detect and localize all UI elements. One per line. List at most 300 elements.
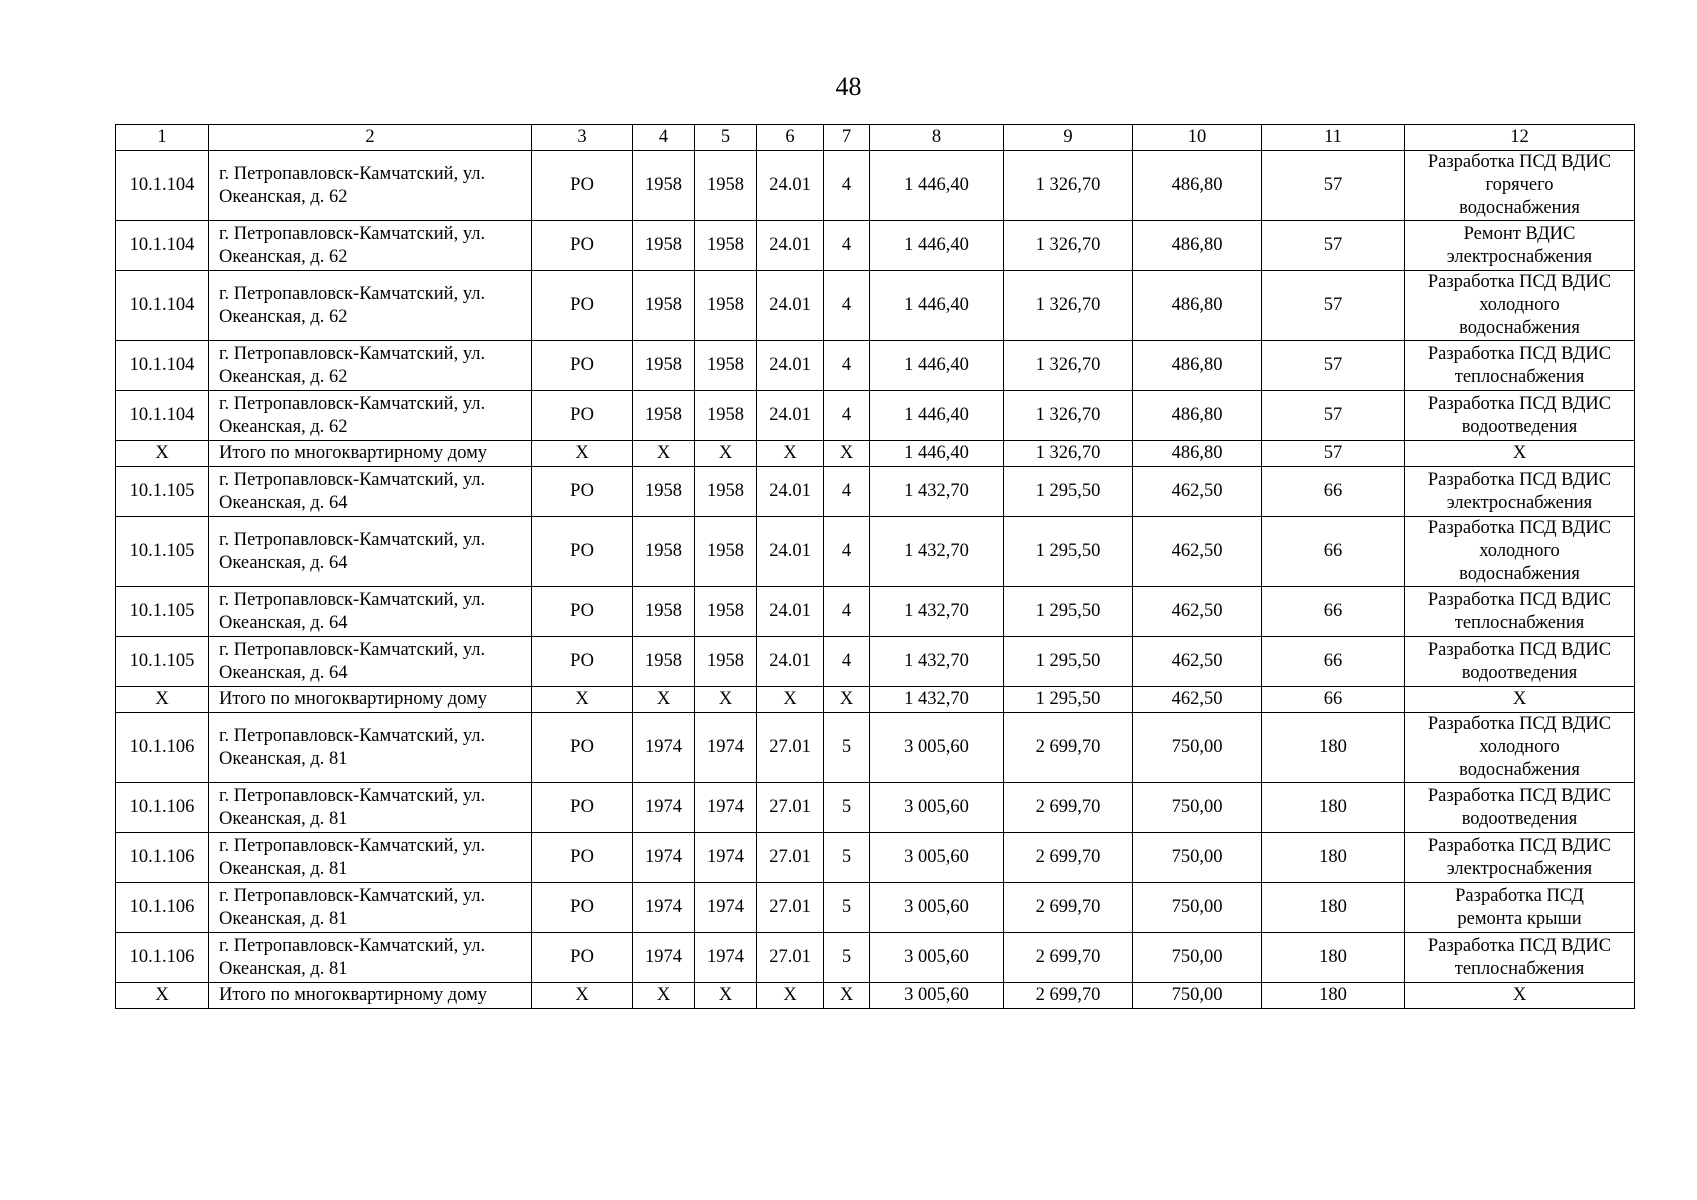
cell-c3: РО bbox=[532, 517, 633, 587]
cell-c7: 5 bbox=[824, 883, 870, 933]
cell-address bbox=[209, 687, 532, 713]
cell-c7: Х bbox=[824, 983, 870, 1009]
address-line: г. Петропавловск-Камчатский, ул. bbox=[219, 885, 486, 906]
work-line: Х bbox=[1512, 689, 1527, 709]
cell-number: 10.1.106 bbox=[116, 783, 209, 833]
cell-address bbox=[209, 441, 532, 467]
cell-c5: 1958 bbox=[695, 587, 757, 637]
work-line: холодного bbox=[1479, 541, 1560, 561]
cell-work-type bbox=[1405, 687, 1635, 713]
cell-c3: РО bbox=[532, 713, 633, 783]
cell-c7: 5 bbox=[824, 783, 870, 833]
work-line: Разработка ПСД ВДИС bbox=[1427, 272, 1612, 292]
cell-c4: 1958 bbox=[633, 637, 695, 687]
cell-c8: 3 005,60 bbox=[870, 883, 1004, 933]
cell-c9: 2 699,70 bbox=[1004, 933, 1133, 983]
cell-number: 10.1.104 bbox=[116, 391, 209, 441]
cell-work-type bbox=[1405, 441, 1635, 467]
cell-c3: РО bbox=[532, 271, 633, 341]
address-line: г. Петропавловск-Камчатский, ул. bbox=[219, 343, 486, 364]
cell-work-type bbox=[1405, 467, 1635, 517]
cell-c11: 66 bbox=[1262, 637, 1405, 687]
cell-work-type bbox=[1405, 637, 1635, 687]
cell-c5: 1958 bbox=[695, 341, 757, 391]
cell-work-type bbox=[1405, 833, 1635, 883]
address-line: г. Петропавловск-Камчатский, ул. bbox=[219, 529, 486, 550]
cell-c3: РО bbox=[532, 833, 633, 883]
cell-c3: Х bbox=[532, 983, 633, 1009]
cell-address bbox=[209, 933, 532, 983]
cell-c7: 4 bbox=[824, 637, 870, 687]
cell-c9: 1 295,50 bbox=[1004, 637, 1133, 687]
cell-work-type bbox=[1405, 983, 1635, 1009]
address-line: Итого по многоквартирному дому bbox=[219, 443, 488, 463]
cell-c4: 1958 bbox=[633, 391, 695, 441]
work-line: теплоснабжения bbox=[1454, 612, 1585, 633]
total-row bbox=[116, 441, 1635, 467]
cell-work-type bbox=[1405, 341, 1635, 391]
total-row bbox=[116, 983, 1635, 1009]
address-line: г. Петропавловск-Камчатский, ул. bbox=[219, 639, 486, 660]
cell-address bbox=[209, 391, 532, 441]
address-line: Океанская, д. 64 bbox=[219, 552, 348, 573]
header-cell: 4 bbox=[633, 125, 695, 151]
cell-c9: 1 295,50 bbox=[1004, 687, 1133, 713]
work-line: электроснабжения bbox=[1446, 246, 1593, 267]
work-line: Разработка ПСД ВДИС bbox=[1427, 469, 1612, 490]
address-line: г. Петропавловск-Камчатский, ул. bbox=[219, 283, 486, 304]
header-cell: 12 bbox=[1405, 125, 1635, 151]
cell-c9: 1 295,50 bbox=[1004, 467, 1133, 517]
address-line: г. Петропавловск-Камчатский, ул. bbox=[219, 589, 486, 610]
cell-c9: 1 295,50 bbox=[1004, 587, 1133, 637]
cell-c11: 66 bbox=[1262, 517, 1405, 587]
cell-c6: 24.01 bbox=[757, 517, 824, 587]
cell-c3: РО bbox=[532, 467, 633, 517]
cell-c10: 750,00 bbox=[1133, 933, 1262, 983]
cell-c3: Х bbox=[532, 687, 633, 713]
address-line: г. Петропавловск-Камчатский, ул. bbox=[219, 725, 486, 746]
cell-c7: 5 bbox=[824, 933, 870, 983]
cell-number: 10.1.106 bbox=[116, 933, 209, 983]
address-line: Океанская, д. 81 bbox=[219, 958, 348, 979]
cell-c11: 180 bbox=[1262, 833, 1405, 883]
address-line: г. Петропавловск-Камчатский, ул. bbox=[219, 835, 486, 856]
work-line: Разработка ПСД ВДИС bbox=[1427, 785, 1612, 806]
cell-address bbox=[209, 151, 532, 221]
cell-address bbox=[209, 883, 532, 933]
cell-c5: Х bbox=[695, 687, 757, 713]
cell-c5: 1958 bbox=[695, 221, 757, 271]
table-row bbox=[116, 271, 1635, 341]
cell-c11: 57 bbox=[1262, 271, 1405, 341]
header-cell: 10 bbox=[1133, 125, 1262, 151]
cell-c9: 1 326,70 bbox=[1004, 271, 1133, 341]
cell-c7: 5 bbox=[824, 713, 870, 783]
cell-c6: 27.01 bbox=[757, 933, 824, 983]
work-line: Разработка ПСД ВДИС bbox=[1427, 714, 1612, 734]
work-line: водоотведения bbox=[1461, 662, 1578, 683]
cell-c4: Х bbox=[633, 441, 695, 467]
cell-c9: 1 295,50 bbox=[1004, 517, 1133, 587]
cell-c3: РО bbox=[532, 783, 633, 833]
cell-c3: РО bbox=[532, 933, 633, 983]
address-line: г. Петропавловск-Камчатский, ул. bbox=[219, 469, 486, 490]
cell-work-type bbox=[1405, 933, 1635, 983]
cell-number: Х bbox=[116, 441, 209, 467]
cell-number: 10.1.106 bbox=[116, 833, 209, 883]
cell-c11: 57 bbox=[1262, 341, 1405, 391]
cell-work-type bbox=[1405, 713, 1635, 783]
cell-c7: 5 bbox=[824, 833, 870, 883]
cell-c6: Х bbox=[757, 441, 824, 467]
work-line: Разработка ПСД ВДИС bbox=[1427, 518, 1612, 538]
cell-c5: 1974 bbox=[695, 833, 757, 883]
cell-c6: 24.01 bbox=[757, 391, 824, 441]
table-row bbox=[116, 467, 1635, 517]
cell-c10: 486,80 bbox=[1133, 341, 1262, 391]
cell-c4: 1958 bbox=[633, 151, 695, 221]
cell-c4: 1958 bbox=[633, 271, 695, 341]
cell-c7: 4 bbox=[824, 517, 870, 587]
cell-c6: 24.01 bbox=[757, 637, 824, 687]
cell-c8: 1 446,40 bbox=[870, 441, 1004, 467]
work-line: теплоснабжения bbox=[1454, 366, 1585, 387]
address-line: Итого по многоквартирному дому bbox=[219, 689, 488, 709]
header-cell: 11 bbox=[1262, 125, 1405, 151]
address-line: г. Петропавловск-Камчатский, ул. bbox=[219, 393, 486, 414]
cell-c4: 1958 bbox=[633, 587, 695, 637]
cell-c6: 24.01 bbox=[757, 587, 824, 637]
cell-address bbox=[209, 341, 532, 391]
cell-c3: РО bbox=[532, 587, 633, 637]
cell-c8: 3 005,60 bbox=[870, 783, 1004, 833]
cell-work-type bbox=[1405, 883, 1635, 933]
header-cell: 5 bbox=[695, 125, 757, 151]
cell-c3: Х bbox=[532, 441, 633, 467]
cell-address bbox=[209, 637, 532, 687]
cell-number: Х bbox=[116, 983, 209, 1009]
cell-c10: 486,80 bbox=[1133, 221, 1262, 271]
cell-c6: 24.01 bbox=[757, 467, 824, 517]
cell-c6: Х bbox=[757, 687, 824, 713]
address-line: г. Петропавловск-Камчатский, ул. bbox=[219, 785, 486, 806]
cell-c5: 1958 bbox=[695, 637, 757, 687]
work-line: водоснабжения bbox=[1459, 318, 1580, 338]
cell-c6: 24.01 bbox=[757, 341, 824, 391]
cell-c9: 1 326,70 bbox=[1004, 341, 1133, 391]
address-line: Океанская, д. 81 bbox=[219, 808, 348, 829]
cell-c7: 4 bbox=[824, 151, 870, 221]
cell-c8: 3 005,60 bbox=[870, 983, 1004, 1009]
cell-c4: 1958 bbox=[633, 341, 695, 391]
work-line: водоотведения bbox=[1461, 808, 1578, 829]
cell-c5: Х bbox=[695, 441, 757, 467]
cell-c10: 486,80 bbox=[1133, 151, 1262, 221]
cell-c6: Х bbox=[757, 983, 824, 1009]
cell-c4: Х bbox=[633, 687, 695, 713]
cell-number: 10.1.105 bbox=[116, 517, 209, 587]
header-cell: 6 bbox=[757, 125, 824, 151]
cell-c6: 24.01 bbox=[757, 151, 824, 221]
table-row bbox=[116, 341, 1635, 391]
work-line: Разработка ПСД ВДИС bbox=[1427, 935, 1612, 956]
cell-c11: 180 bbox=[1262, 983, 1405, 1009]
cell-c6: 27.01 bbox=[757, 783, 824, 833]
table-row bbox=[116, 151, 1635, 221]
cell-c7: Х bbox=[824, 441, 870, 467]
cell-c9: 1 326,70 bbox=[1004, 221, 1133, 271]
table-row bbox=[116, 713, 1635, 783]
cell-c8: 3 005,60 bbox=[870, 933, 1004, 983]
cell-number: 10.1.106 bbox=[116, 713, 209, 783]
cell-c4: 1974 bbox=[633, 833, 695, 883]
cell-c11: 66 bbox=[1262, 467, 1405, 517]
cell-c8: 1 446,40 bbox=[870, 341, 1004, 391]
cell-c8: 1 432,70 bbox=[870, 467, 1004, 517]
address-line: г. Петропавловск-Камчатский, ул. bbox=[219, 163, 486, 184]
address-line: Океанская, д. 64 bbox=[219, 612, 348, 633]
work-line: холодного bbox=[1479, 295, 1560, 315]
cell-c10: 462,50 bbox=[1133, 517, 1262, 587]
work-line: Х bbox=[1512, 985, 1527, 1005]
cell-c10: 750,00 bbox=[1133, 783, 1262, 833]
cell-c9: 2 699,70 bbox=[1004, 783, 1133, 833]
cell-address bbox=[209, 783, 532, 833]
cell-c3: РО bbox=[532, 391, 633, 441]
cell-c8: 1 446,40 bbox=[870, 221, 1004, 271]
work-line: теплоснабжения bbox=[1454, 958, 1585, 979]
cell-work-type bbox=[1405, 517, 1635, 587]
page-number: 48 bbox=[835, 72, 862, 101]
cell-c7: 4 bbox=[824, 467, 870, 517]
work-line: холодного bbox=[1479, 737, 1560, 757]
cell-number: 10.1.104 bbox=[116, 221, 209, 271]
cell-c3: РО bbox=[532, 341, 633, 391]
cell-number: 10.1.104 bbox=[116, 341, 209, 391]
address-line: Океанская, д. 62 bbox=[219, 186, 348, 207]
work-line: Разработка ПСД ВДИС bbox=[1427, 639, 1612, 660]
address-line: Океанская, д. 62 bbox=[219, 246, 348, 267]
cell-address bbox=[209, 983, 532, 1009]
cell-c4: 1974 bbox=[633, 933, 695, 983]
cell-c11: 180 bbox=[1262, 783, 1405, 833]
table-row bbox=[116, 391, 1635, 441]
address-line: Океанская, д. 81 bbox=[219, 908, 348, 929]
cell-number: 10.1.104 bbox=[116, 151, 209, 221]
cell-c5: 1974 bbox=[695, 933, 757, 983]
cell-c5: Х bbox=[695, 983, 757, 1009]
address-line: Итого по многоквартирному дому bbox=[219, 985, 488, 1005]
address-line: Океанская, д. 64 bbox=[219, 662, 348, 683]
table-row bbox=[116, 517, 1635, 587]
cell-c10: 462,50 bbox=[1133, 637, 1262, 687]
total-row bbox=[116, 687, 1635, 713]
work-line: Разработка ПСД ВДИС bbox=[1427, 835, 1612, 856]
cell-c11: 57 bbox=[1262, 391, 1405, 441]
cell-work-type bbox=[1405, 151, 1635, 221]
cell-c5: 1974 bbox=[695, 883, 757, 933]
cell-c6: 27.01 bbox=[757, 883, 824, 933]
cell-work-type bbox=[1405, 221, 1635, 271]
cell-c5: 1958 bbox=[695, 151, 757, 221]
cell-c11: 57 bbox=[1262, 151, 1405, 221]
work-line: Разработка ПСД ВДИС bbox=[1427, 343, 1612, 364]
cell-number: 10.1.105 bbox=[116, 467, 209, 517]
work-line: Разработка ПСД ВДИС bbox=[1427, 589, 1612, 610]
work-line: Х bbox=[1512, 443, 1527, 463]
cell-work-type bbox=[1405, 391, 1635, 441]
work-line: ремонта крыши bbox=[1457, 908, 1582, 929]
cell-c9: 2 699,70 bbox=[1004, 883, 1133, 933]
table-row bbox=[116, 221, 1635, 271]
work-line: Разработка ПСД ВДИС bbox=[1427, 152, 1612, 172]
cell-c9: 1 326,70 bbox=[1004, 151, 1133, 221]
cell-c4: Х bbox=[633, 983, 695, 1009]
address-line: Океанская, д. 81 bbox=[219, 748, 348, 769]
table-row bbox=[116, 933, 1635, 983]
cell-work-type bbox=[1405, 271, 1635, 341]
cell-c10: 750,00 bbox=[1133, 883, 1262, 933]
work-line: горячего bbox=[1485, 175, 1554, 195]
table-body bbox=[116, 151, 1635, 1009]
cell-c7: 4 bbox=[824, 587, 870, 637]
table-row bbox=[116, 833, 1635, 883]
cell-c5: 1958 bbox=[695, 467, 757, 517]
cell-c8: 1 432,70 bbox=[870, 587, 1004, 637]
work-line: водоснабжения bbox=[1459, 198, 1580, 218]
header-cell: 7 bbox=[824, 125, 870, 151]
cell-c4: 1974 bbox=[633, 713, 695, 783]
cell-c10: 462,50 bbox=[1133, 687, 1262, 713]
work-line: Разработка ПСД ВДИС bbox=[1427, 393, 1612, 414]
cell-c4: 1958 bbox=[633, 517, 695, 587]
cell-c4: 1974 bbox=[633, 783, 695, 833]
table-row bbox=[116, 783, 1635, 833]
address-line: г. Петропавловск-Камчатский, ул. bbox=[219, 935, 486, 956]
cell-address bbox=[209, 271, 532, 341]
cell-c10: 750,00 bbox=[1133, 713, 1262, 783]
address-line: Океанская, д. 81 bbox=[219, 858, 348, 879]
cell-c6: 24.01 bbox=[757, 271, 824, 341]
cell-c3: РО bbox=[532, 637, 633, 687]
cell-c5: 1958 bbox=[695, 517, 757, 587]
cell-c6: 27.01 bbox=[757, 713, 824, 783]
cell-c9: 2 699,70 bbox=[1004, 983, 1133, 1009]
cell-c3: РО bbox=[532, 883, 633, 933]
address-line: г. Петропавловск-Камчатский, ул. bbox=[219, 223, 486, 244]
cell-c8: 1 446,40 bbox=[870, 271, 1004, 341]
cell-c11: 180 bbox=[1262, 933, 1405, 983]
cell-address bbox=[209, 713, 532, 783]
work-line: Разработка ПСД bbox=[1455, 885, 1584, 906]
cell-c5: 1974 bbox=[695, 713, 757, 783]
cell-c11: 66 bbox=[1262, 687, 1405, 713]
cell-c3: РО bbox=[532, 151, 633, 221]
cell-c10: 462,50 bbox=[1133, 467, 1262, 517]
work-line: электроснабжения bbox=[1446, 492, 1593, 513]
cell-c9: 2 699,70 bbox=[1004, 833, 1133, 883]
cell-number: 10.1.105 bbox=[116, 637, 209, 687]
cell-c7: 4 bbox=[824, 271, 870, 341]
cell-c3: РО bbox=[532, 221, 633, 271]
cell-c8: 3 005,60 bbox=[870, 713, 1004, 783]
cell-c10: 750,00 bbox=[1133, 983, 1262, 1009]
cell-c7: 4 bbox=[824, 341, 870, 391]
cell-c8: 1 432,70 bbox=[870, 517, 1004, 587]
header-cell: 9 bbox=[1004, 125, 1133, 151]
cell-c7: 4 bbox=[824, 391, 870, 441]
cell-c4: 1958 bbox=[633, 221, 695, 271]
cell-address bbox=[209, 467, 532, 517]
repair-program-table bbox=[115, 124, 1635, 1009]
cell-address bbox=[209, 833, 532, 883]
cell-address bbox=[209, 221, 532, 271]
cell-c9: 2 699,70 bbox=[1004, 713, 1133, 783]
cell-c8: 3 005,60 bbox=[870, 833, 1004, 883]
cell-c10: 462,50 bbox=[1133, 587, 1262, 637]
cell-c4: 1958 bbox=[633, 467, 695, 517]
address-line: Океанская, д. 62 bbox=[219, 306, 348, 327]
work-line: водоотведения bbox=[1461, 416, 1578, 437]
cell-address bbox=[209, 517, 532, 587]
table-row bbox=[116, 883, 1635, 933]
table-row bbox=[116, 587, 1635, 637]
cell-c11: 57 bbox=[1262, 441, 1405, 467]
work-line: Ремонт ВДИС bbox=[1463, 223, 1576, 244]
work-line: водоснабжения bbox=[1459, 760, 1580, 780]
header-cell: 8 bbox=[870, 125, 1004, 151]
address-line: Океанская, д. 64 bbox=[219, 492, 348, 513]
cell-number: 10.1.106 bbox=[116, 883, 209, 933]
cell-number: 10.1.104 bbox=[116, 271, 209, 341]
table-row bbox=[116, 637, 1635, 687]
cell-c11: 66 bbox=[1262, 587, 1405, 637]
cell-c9: 1 326,70 bbox=[1004, 391, 1133, 441]
cell-c5: 1958 bbox=[695, 271, 757, 341]
cell-c11: 180 bbox=[1262, 713, 1405, 783]
work-line: водоснабжения bbox=[1459, 564, 1580, 584]
cell-c6: 27.01 bbox=[757, 833, 824, 883]
header-row bbox=[116, 125, 1635, 151]
cell-c10: 750,00 bbox=[1133, 833, 1262, 883]
cell-work-type bbox=[1405, 587, 1635, 637]
cell-c9: 1 326,70 bbox=[1004, 441, 1133, 467]
cell-c8: 1 446,40 bbox=[870, 391, 1004, 441]
cell-number: Х bbox=[116, 687, 209, 713]
cell-c10: 486,80 bbox=[1133, 441, 1262, 467]
cell-c4: 1974 bbox=[633, 883, 695, 933]
address-line: Океанская, д. 62 bbox=[219, 366, 348, 387]
cell-number: 10.1.105 bbox=[116, 587, 209, 637]
cell-c10: 486,80 bbox=[1133, 271, 1262, 341]
cell-address bbox=[209, 587, 532, 637]
cell-c8: 1 432,70 bbox=[870, 687, 1004, 713]
cell-c10: 486,80 bbox=[1133, 391, 1262, 441]
cell-c8: 1 446,40 bbox=[870, 151, 1004, 221]
cell-c11: 180 bbox=[1262, 883, 1405, 933]
cell-c11: 57 bbox=[1262, 221, 1405, 271]
header-cell: 2 bbox=[209, 125, 532, 151]
header-cell: 1 bbox=[116, 125, 209, 151]
cell-c5: 1958 bbox=[695, 391, 757, 441]
work-line: электроснабжения bbox=[1446, 858, 1593, 879]
cell-work-type bbox=[1405, 783, 1635, 833]
cell-c6: 24.01 bbox=[757, 221, 824, 271]
cell-c7: 4 bbox=[824, 221, 870, 271]
cell-c5: 1974 bbox=[695, 783, 757, 833]
cell-c8: 1 432,70 bbox=[870, 637, 1004, 687]
